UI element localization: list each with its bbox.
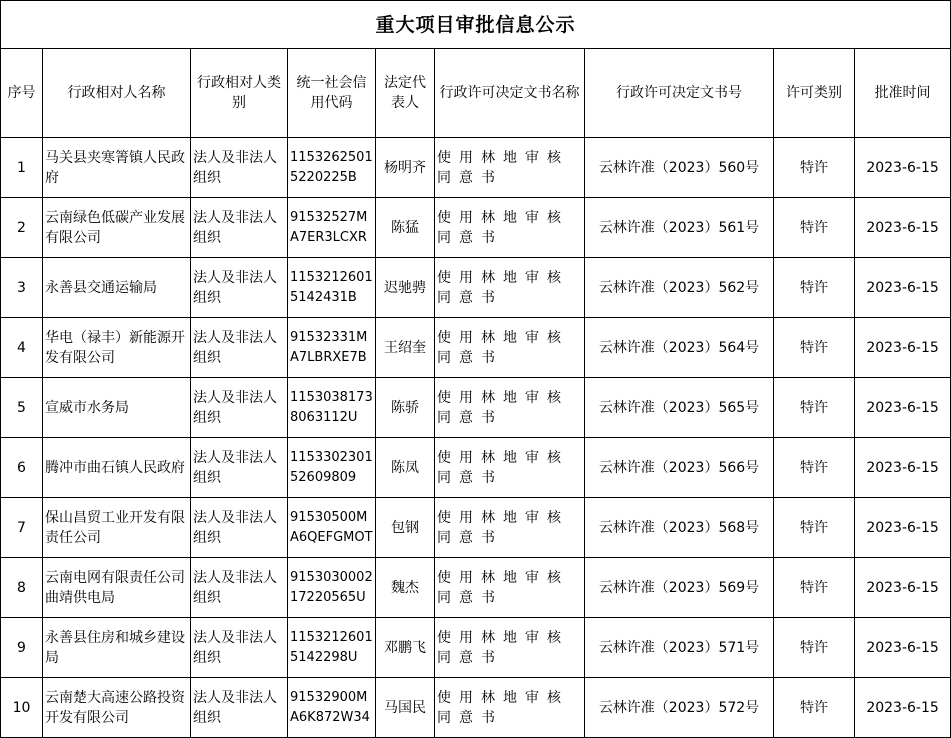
cell-approval-date: 2023-6-15 bbox=[855, 378, 951, 438]
table-title: 重大项目审批信息公示 bbox=[1, 1, 951, 49]
cell-license-type: 特许 bbox=[774, 498, 855, 558]
cell-legal-rep: 马国民 bbox=[376, 678, 435, 738]
cell-doc-number: 云林许准（2023）565号 bbox=[585, 378, 774, 438]
table-row bbox=[1, 498, 951, 558]
header-doc-name: 行政许可决定文书名称 bbox=[435, 49, 585, 138]
cell-doc-number: 云林许准（2023）568号 bbox=[585, 498, 774, 558]
cell-seq: 9 bbox=[1, 618, 43, 678]
cell-seq: 3 bbox=[1, 258, 43, 318]
table-row bbox=[1, 558, 951, 618]
cell-legal-rep: 迟驰骋 bbox=[376, 258, 435, 318]
cell-legal-rep: 魏杰 bbox=[376, 558, 435, 618]
cell-credit-code: 91532527MA7ER3LCXR bbox=[288, 198, 376, 258]
cell-doc-name: 使用林地审核同意书 bbox=[435, 498, 585, 558]
cell-name: 保山昌贸工业开发有限责任公司 bbox=[43, 498, 191, 558]
header-approval-date: 批准时间 bbox=[855, 49, 951, 138]
cell-legal-rep: 包钢 bbox=[376, 498, 435, 558]
table-row bbox=[1, 438, 951, 498]
cell-approval-date: 2023-6-15 bbox=[855, 318, 951, 378]
cell-doc-name: 使用林地审核同意书 bbox=[435, 318, 585, 378]
cell-name: 永善县住房和城乡建设局 bbox=[43, 618, 191, 678]
cell-license-type: 特许 bbox=[774, 678, 855, 738]
cell-name: 腾冲市曲石镇人民政府 bbox=[43, 438, 191, 498]
table-row bbox=[1, 198, 951, 258]
cell-credit-code: 91532900MA6K872W34 bbox=[288, 678, 376, 738]
cell-seq: 10 bbox=[1, 678, 43, 738]
cell-doc-number: 云林许准（2023）561号 bbox=[585, 198, 774, 258]
cell-category: 法人及非法人组织 bbox=[191, 318, 288, 378]
table-row bbox=[1, 378, 951, 438]
cell-legal-rep: 陈骄 bbox=[376, 378, 435, 438]
cell-doc-name: 使用林地审核同意书 bbox=[435, 258, 585, 318]
cell-credit-code: 11530381738063112U bbox=[288, 378, 376, 438]
header-category: 行政相对人类别 bbox=[191, 49, 288, 138]
table-row bbox=[1, 138, 951, 198]
cell-category: 法人及非法人组织 bbox=[191, 438, 288, 498]
cell-doc-number: 云林许准（2023）572号 bbox=[585, 678, 774, 738]
table-row bbox=[1, 318, 951, 378]
cell-license-type: 特许 bbox=[774, 558, 855, 618]
cell-doc-name: 使用林地审核同意书 bbox=[435, 438, 585, 498]
cell-name: 永善县交通运输局 bbox=[43, 258, 191, 318]
cell-category: 法人及非法人组织 bbox=[191, 558, 288, 618]
cell-credit-code: 91530500MA6QEFGMOT bbox=[288, 498, 376, 558]
cell-doc-number: 云林许准（2023）562号 bbox=[585, 258, 774, 318]
cell-name: 云南电网有限责任公司曲靖供电局 bbox=[43, 558, 191, 618]
header-doc-number: 行政许可决定文书号 bbox=[585, 49, 774, 138]
cell-doc-name: 使用林地审核同意书 bbox=[435, 378, 585, 438]
cell-seq: 5 bbox=[1, 378, 43, 438]
cell-legal-rep: 陈猛 bbox=[376, 198, 435, 258]
cell-category: 法人及非法人组织 bbox=[191, 198, 288, 258]
cell-doc-number: 云林许准（2023）569号 bbox=[585, 558, 774, 618]
cell-legal-rep: 王绍奎 bbox=[376, 318, 435, 378]
cell-doc-name: 使用林地审核同意书 bbox=[435, 138, 585, 198]
cell-name: 云南绿色低碳产业发展有限公司 bbox=[43, 198, 191, 258]
cell-category: 法人及非法人组织 bbox=[191, 498, 288, 558]
cell-license-type: 特许 bbox=[774, 378, 855, 438]
cell-doc-name: 使用林地审核同意书 bbox=[435, 678, 585, 738]
cell-approval-date: 2023-6-15 bbox=[855, 438, 951, 498]
cell-credit-code: 11532625015220225B bbox=[288, 138, 376, 198]
header-row bbox=[1, 49, 951, 138]
table-row bbox=[1, 678, 951, 738]
cell-name: 云南楚大高速公路投资开发有限公司 bbox=[43, 678, 191, 738]
title-row bbox=[1, 1, 951, 49]
cell-seq: 7 bbox=[1, 498, 43, 558]
cell-approval-date: 2023-6-15 bbox=[855, 258, 951, 318]
cell-doc-number: 云林许准（2023）566号 bbox=[585, 438, 774, 498]
cell-name: 马关县夹寒箐镇人民政府 bbox=[43, 138, 191, 198]
cell-category: 法人及非法人组织 bbox=[191, 258, 288, 318]
cell-license-type: 特许 bbox=[774, 138, 855, 198]
cell-approval-date: 2023-6-15 bbox=[855, 138, 951, 198]
cell-legal-rep: 陈凤 bbox=[376, 438, 435, 498]
cell-credit-code: 11532126015142298U bbox=[288, 618, 376, 678]
header-legal-rep: 法定代表人 bbox=[376, 49, 435, 138]
cell-seq: 6 bbox=[1, 438, 43, 498]
cell-doc-number: 云林许准（2023）564号 bbox=[585, 318, 774, 378]
cell-credit-code: 115330230152609809 bbox=[288, 438, 376, 498]
cell-license-type: 特许 bbox=[774, 618, 855, 678]
cell-seq: 8 bbox=[1, 558, 43, 618]
cell-seq: 1 bbox=[1, 138, 43, 198]
cell-doc-number: 云林许准（2023）560号 bbox=[585, 138, 774, 198]
cell-credit-code: 91532331MA7LBRXE7B bbox=[288, 318, 376, 378]
header-name: 行政相对人名称 bbox=[43, 49, 191, 138]
cell-legal-rep: 邓鹏飞 bbox=[376, 618, 435, 678]
cell-approval-date: 2023-6-15 bbox=[855, 558, 951, 618]
cell-approval-date: 2023-6-15 bbox=[855, 498, 951, 558]
header-credit-code: 统一社会信用代码 bbox=[288, 49, 376, 138]
cell-doc-number: 云林许准（2023）571号 bbox=[585, 618, 774, 678]
cell-name: 宣威市水务局 bbox=[43, 378, 191, 438]
cell-credit-code: 915303000217220565U bbox=[288, 558, 376, 618]
header-seq: 序号 bbox=[1, 49, 43, 138]
cell-category: 法人及非法人组织 bbox=[191, 138, 288, 198]
cell-license-type: 特许 bbox=[774, 438, 855, 498]
cell-seq: 4 bbox=[1, 318, 43, 378]
cell-doc-name: 使用林地审核同意书 bbox=[435, 198, 585, 258]
cell-doc-name: 使用林地审核同意书 bbox=[435, 618, 585, 678]
cell-seq: 2 bbox=[1, 198, 43, 258]
cell-legal-rep: 杨明齐 bbox=[376, 138, 435, 198]
cell-credit-code: 11532126015142431B bbox=[288, 258, 376, 318]
cell-approval-date: 2023-6-15 bbox=[855, 618, 951, 678]
cell-license-type: 特许 bbox=[774, 318, 855, 378]
cell-doc-name: 使用林地审核同意书 bbox=[435, 558, 585, 618]
cell-license-type: 特许 bbox=[774, 198, 855, 258]
header-license-type: 许可类别 bbox=[774, 49, 855, 138]
cell-category: 法人及非法人组织 bbox=[191, 678, 288, 738]
cell-category: 法人及非法人组织 bbox=[191, 378, 288, 438]
table-row bbox=[1, 618, 951, 678]
cell-name: 华电（禄丰）新能源开发有限公司 bbox=[43, 318, 191, 378]
cell-license-type: 特许 bbox=[774, 258, 855, 318]
cell-category: 法人及非法人组织 bbox=[191, 618, 288, 678]
table-row bbox=[1, 258, 951, 318]
cell-approval-date: 2023-6-15 bbox=[855, 678, 951, 738]
cell-approval-date: 2023-6-15 bbox=[855, 198, 951, 258]
